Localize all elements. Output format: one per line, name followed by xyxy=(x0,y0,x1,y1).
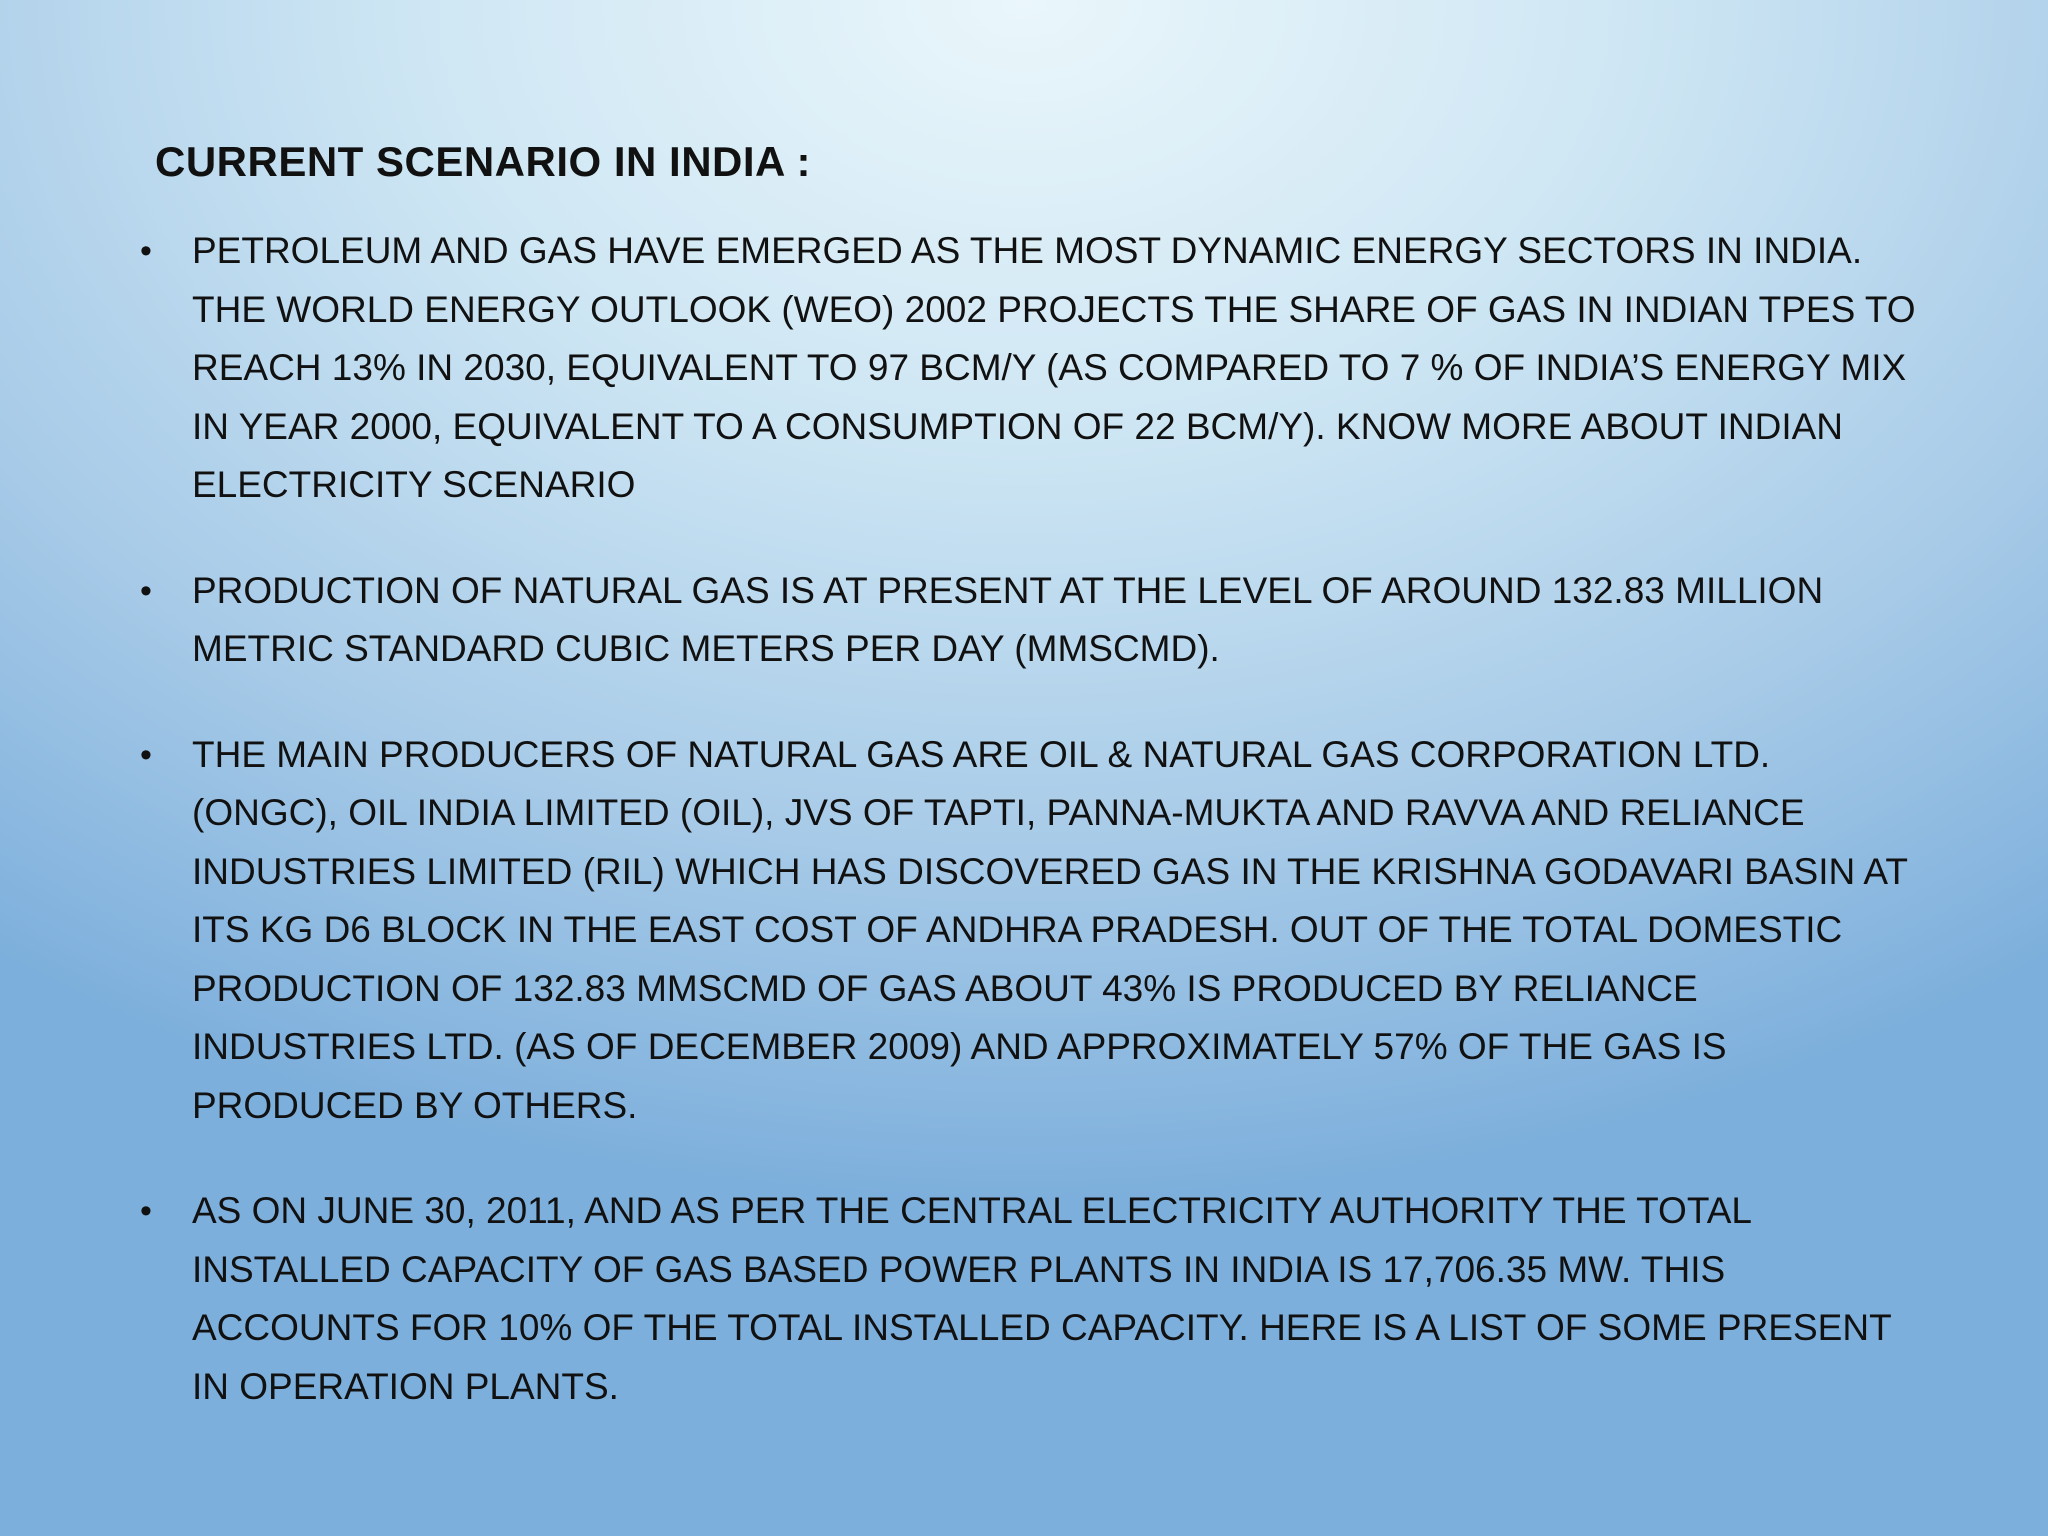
bullet-item-installed-capacity xyxy=(140,1182,1920,1416)
bullet-item-producers xyxy=(140,726,1920,1136)
bullet-text: THE MAIN PRODUCERS OF NATURAL GAS ARE OIL & NATURAL GAS CORPORATION LTD. (ONGC), OIL INDIA LIMITED (OIL), JVS OF TAPTI, PANNA-MUKTA AND RAVVA AND RELIANCE INDUSTRIES LIMITED (RIL) WHICH HAS DISCOVERED GAS IN THE KRISHNA GODAVARI BASIN AT ITS KG D6 BLOCK IN THE EAST COST OF ANDHRA PRADESH. OUT OF THE TOTAL DOMESTIC PRODUCTION OF 132.83 MMSCMD OF GAS ABOUT 43% IS PRODUCED BY RELIANCE INDUSTRIES LTD. (AS OF DECEMBER 2009) AND APPROXIMATELY 57% OF THE GAS IS PRODUCED BY OTHERS. xyxy=(192,733,1908,1126)
bullet-item-gas-outlook xyxy=(140,222,1920,515)
slide-title: CURRENT SCENARIO IN INDIA : xyxy=(155,138,811,185)
bullet-text: AS ON JUNE 30, 2011, AND AS PER THE CENTRAL ELECTRICITY AUTHORITY THE TOTAL INSTALLED CAPACITY OF GAS BASED POWER PLANTS IN INDIA IS 17,706.35 MW. THIS ACCOUNTS FOR 10% OF THE TOTAL INSTALLED CAPACITY. HERE IS A LIST OF SOME PRESENT IN OPERATION PLANTS. xyxy=(192,1190,1892,1407)
bullet-dot-icon: • xyxy=(140,232,152,270)
bullet-dot-icon: • xyxy=(140,1192,152,1230)
bullet-text: PRODUCTION OF NATURAL GAS IS AT PRESENT AT THE LEVEL OF AROUND 132.83 MILLION METRIC STANDARD CUBIC METERS PER DAY (MMSCMD). xyxy=(192,569,1824,669)
bullet-list xyxy=(140,222,1920,1463)
bullet-text: PETROLEUM AND GAS HAVE EMERGED AS THE MOST DYNAMIC ENERGY SECTORS IN INDIA. THE WORLD ENERGY OUTLOOK (WEO) 2002 PROJECTS THE SHARE OF GAS IN INDIAN TPES TO REACH 13% IN 2030, EQUIVALENT TO 97 BCM/Y (AS COMPARED TO 7 % OF INDIA’S ENERGY MIX IN YEAR 2000, EQUIVALENT TO A CONSUMPTION OF 22 BCM/Y). KNOW MORE ABOUT INDIAN ELECTRICITY SCENARIO xyxy=(192,230,1916,505)
bullet-dot-icon: • xyxy=(140,571,152,610)
bullet-item-production xyxy=(140,562,1920,679)
bullet-dot-icon: • xyxy=(140,735,152,774)
